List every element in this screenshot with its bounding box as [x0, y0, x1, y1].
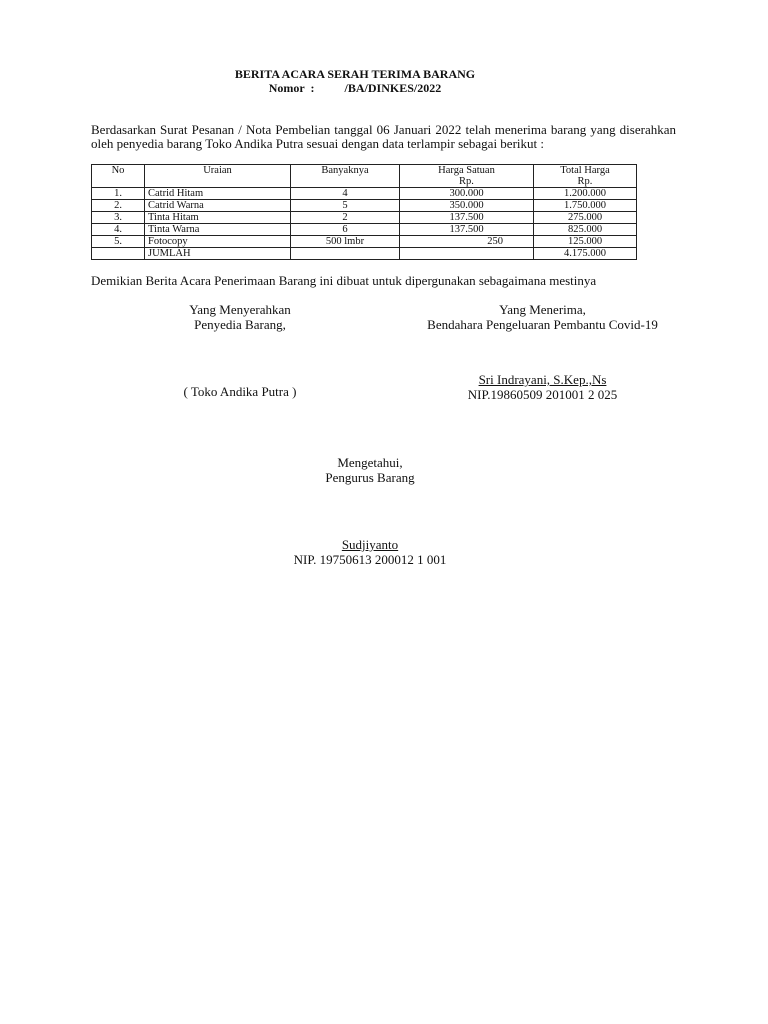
- header-harga-satuan: [400, 165, 534, 188]
- cell-harga: 300.000: [400, 188, 534, 200]
- table-row: [92, 212, 637, 224]
- table-total-row: [92, 248, 637, 260]
- cell-harga-empty: [400, 248, 534, 260]
- header-total-harga-unit: Rp.: [577, 176, 593, 187]
- cell-uraian: Tinta Hitam: [145, 212, 291, 224]
- right-sig-role: Yang Menerima,: [499, 302, 586, 317]
- cell-no: 3.: [92, 212, 145, 224]
- right-sig-name: Sri Indrayani, S.Kep.,Ns: [478, 372, 607, 387]
- document-title: BERITA ACARA SERAH TERIMA BARANG: [234, 67, 476, 81]
- closing-statement: Demikian Berita Acara Penerimaan Barang ini dibuat untuk dipergunakan sebagaimana mestinya: [91, 273, 597, 288]
- cell-no: 5.: [92, 236, 145, 248]
- header-total-harga-label: Total Harga: [560, 165, 610, 176]
- table-row: [92, 188, 637, 200]
- table-row: [92, 200, 637, 212]
- right-sig-nip: NIP.19860509 201001 2 025: [467, 387, 618, 402]
- cell-total: 1.200.000: [534, 188, 637, 200]
- left-sig-role: Yang Menyerahkan: [189, 302, 291, 317]
- center-signature-block: [270, 455, 470, 485]
- left-signature-name: ( Toko Andika Putra ): [183, 384, 297, 399]
- jumlah-total: 4.175.000: [534, 248, 637, 260]
- right-signature-name-block: [410, 372, 675, 402]
- intro-paragraph: Berdasarkan Surat Pesanan / Nota Pembelian tanggal 06 Januari 2022 telah menerima barang yang diserahkan oleh penyedia barang Toko Andika Putra sesuai dengan data terlampir sebagai berikut :: [91, 122, 676, 151]
- cell-banyaknya: 2: [291, 212, 400, 224]
- center-sig-nip: NIP. 19750613 200012 1 001: [293, 552, 447, 567]
- cell-banyaknya: 5: [291, 200, 400, 212]
- header-no: No: [92, 165, 145, 188]
- cell-harga: 137.500: [400, 212, 534, 224]
- jumlah-label: JUMLAH: [145, 248, 291, 260]
- left-sig-position: Penyedia Barang,: [194, 317, 286, 332]
- cell-total: 1.750.000: [534, 200, 637, 212]
- cell-uraian: Catrid Hitam: [145, 188, 291, 200]
- cell-harga: 250: [400, 236, 534, 248]
- right-sig-position: Bendahara Pengeluaran Pembantu Covid-19: [427, 317, 658, 332]
- right-signature-block: [410, 302, 675, 332]
- left-signature-block: [140, 302, 340, 332]
- cell-no: 4.: [92, 224, 145, 236]
- cell-total: 825.000: [534, 224, 637, 236]
- cell-no: 2.: [92, 200, 145, 212]
- header-harga-satuan-label: Harga Satuan: [438, 165, 495, 176]
- document-number: Nomor : /BA/DINKES/2022: [268, 81, 442, 95]
- header-harga-satuan-unit: Rp.: [459, 176, 474, 187]
- cell-uraian: Catrid Warna: [145, 200, 291, 212]
- cell-banyaknya-empty: [291, 248, 400, 260]
- center-sig-name: Sudjiyanto: [341, 537, 399, 552]
- center-signature-name-block: [240, 537, 500, 567]
- table-header-row: [92, 165, 637, 188]
- cell-no: 1.: [92, 188, 145, 200]
- cell-harga: 137.500: [400, 224, 534, 236]
- header-uraian: Uraian: [145, 165, 291, 188]
- table-row: [92, 224, 637, 236]
- cell-total: 275.000: [534, 212, 637, 224]
- table-row: [92, 236, 637, 248]
- cell-banyaknya: 4: [291, 188, 400, 200]
- items-table: [91, 164, 637, 260]
- cell-banyaknya: 6: [291, 224, 400, 236]
- cell-harga: 350.000: [400, 200, 534, 212]
- center-sig-role: Mengetahui,: [337, 455, 403, 470]
- center-sig-position: Pengurus Barang: [325, 470, 415, 485]
- header-banyaknya: Banyaknya: [291, 165, 400, 188]
- cell-banyaknya: 500 lmbr: [291, 236, 400, 248]
- cell-total: 125.000: [534, 236, 637, 248]
- header-total-harga: [534, 165, 637, 188]
- cell-no-empty: [92, 248, 145, 260]
- cell-uraian: Tinta Warna: [145, 224, 291, 236]
- cell-uraian: Fotocopy: [145, 236, 291, 248]
